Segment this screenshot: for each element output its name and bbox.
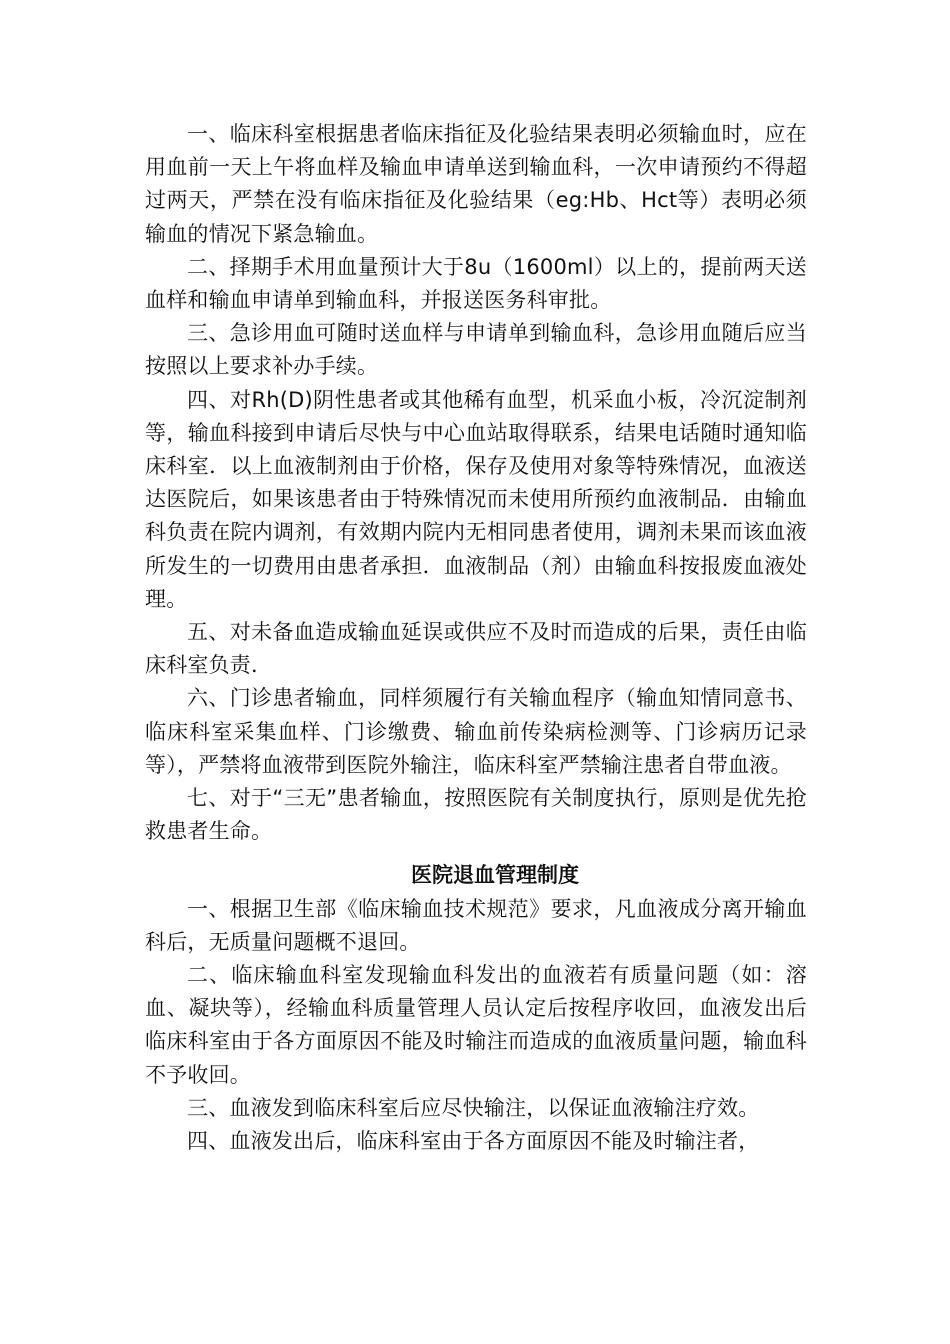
paragraph-5: 五、对未备血造成输血延误或供应不及时而造成的后果，责任由临床科室负责． bbox=[145, 620, 807, 678]
paragraph-1: 一、临床科室根据患者临床指征及化验结果表明必须输血时，应在用血前一天上午将血样及输血申请单送到输血科，一次申请预约不得超过两天，严禁在没有临床指征及化验结果（eg:Hb、Hct等）表明必须输血的情况下紧急输血。 bbox=[145, 122, 807, 246]
return-paragraph-2: 二、临床输血科室发现输血科发出的血液若有质量问题（如：溶血、凝块等），经输血科质量管理人员认定后按程序收回，血液发出后临床科室由于各方面原因不能及时输注而造成的血液质量问题，输血科不予收回。 bbox=[145, 963, 807, 1087]
paragraph-6: 六、门诊患者输血，同样须履行有关输血程序（输血知情同意书、临床科室采集血样、门诊缴费、输血前传染病检测等、门诊病历记录等），严禁将血液带到医院外输注，临床科室严禁输注患者自带血液。 bbox=[145, 686, 807, 777]
paragraph-4: 四、对Rh(D)阴性患者或其他稀有血型，机采血小板，冷沉淀制剂等，输血科接到申请后尽快与中心血站取得联系，结果电话随时通知临床科室．以上血液制剂由于价格，保存及使用对象等特殊情况，血液送达医院后，如果该患者由于特殊情况而未使用所预约血液制品．由输血科负责在院内调剂，有效期内院内无相同患者使用，调剂未果而该血液所发生的一切费用由患者承担．血液制品（剂）由输血科按报废血液处理。 bbox=[145, 387, 807, 611]
paragraph-7: 七、对于“三无”患者输血，按照医院有关制度执行，原则是优先抢救患者生命。 bbox=[145, 786, 807, 844]
paragraph-2: 二、择期手术用血量预计大于8u（1600ml）以上的，提前两天送血样和输血申请单到输血科，并报送医务科审批。 bbox=[145, 254, 807, 313]
return-paragraph-1: 一、根据卫生部《临床输血技术规范》要求，凡血液成分离开输血科后，无质量问题概不退回。 bbox=[145, 896, 807, 954]
paragraph-3: 三、急诊用血可随时送血样与申请单到输血科，急诊用血随后应当按照以上要求补办手续。 bbox=[145, 321, 807, 379]
document-page bbox=[145, 118, 807, 1158]
section-title: 医院退血管理制度 bbox=[411, 863, 579, 888]
return-paragraph-4: 四、血液发出后，临床科室由于各方面原因不能及时输注者， bbox=[187, 1129, 760, 1154]
return-paragraph-3: 三、血液发到临床科室后应尽快输注，以保证血液输注疗效。 bbox=[187, 1095, 760, 1120]
